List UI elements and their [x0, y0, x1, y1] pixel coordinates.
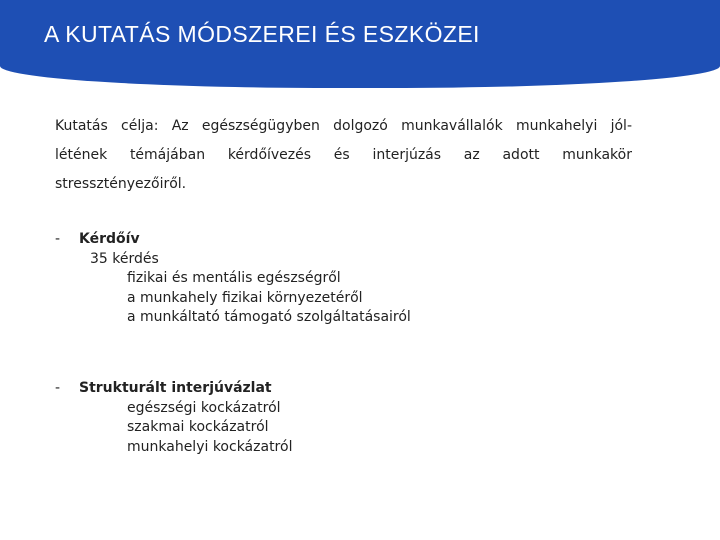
- questionnaire-item: a munkáltató támogató szolgáltatásairól: [127, 309, 411, 325]
- interview-item: munkahelyi kockázatról: [127, 438, 293, 455]
- interview-heading: Strukturált interjúvázlat: [79, 380, 272, 396]
- interview-item: egészségi kockázatról: [127, 399, 281, 416]
- purpose-line: stressztényezőiről.: [55, 176, 187, 192]
- interview-section: [55, 379, 292, 457]
- interview-heading-row: [55, 379, 292, 399]
- purpose-line: Kutatás célja: Az egészségügyben dolgozó munkavállalók munkahelyi jól-: [55, 118, 632, 134]
- interview-item: szakmai kockázatról: [127, 419, 269, 435]
- purpose-line: létének témájában kérdőívezés és interjúzás az adott munkakör: [55, 147, 632, 163]
- questionnaire-section: [55, 230, 411, 328]
- questionnaire-heading-row: [55, 230, 411, 250]
- questionnaire-heading: Kérdőív: [79, 231, 140, 247]
- question-count: 35 kérdés: [90, 250, 159, 267]
- bullet-dash: -: [55, 380, 61, 396]
- title-banner: [0, 0, 720, 88]
- questionnaire-item: fizikai és mentális egészségről: [127, 270, 341, 286]
- research-purpose: [55, 112, 632, 199]
- bullet-dash: -: [55, 231, 61, 247]
- slide-title: A KUTATÁS MÓDSZEREI ÉS ESZKÖZEI: [44, 21, 480, 47]
- questionnaire-item: a munkahely fizikai környezetéről: [127, 289, 363, 306]
